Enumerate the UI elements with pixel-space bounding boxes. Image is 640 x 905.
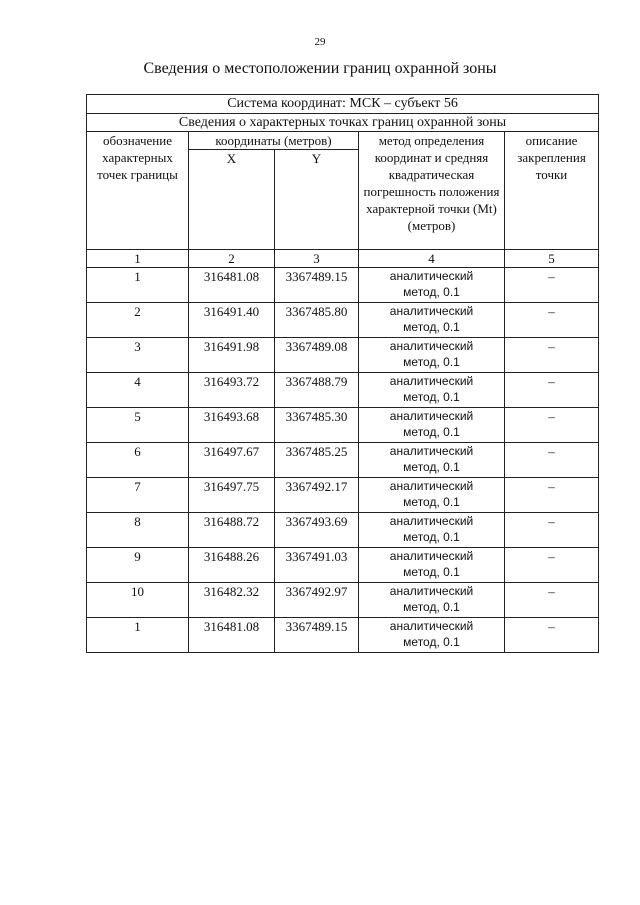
x-cell: 316497.75 <box>189 478 275 513</box>
y-cell: 3367489.15 <box>275 268 359 303</box>
coordinates-table <box>86 94 599 653</box>
method-cell <box>359 338 505 373</box>
x-cell: 316481.08 <box>189 268 275 303</box>
y-cell: 3367492.97 <box>275 583 359 618</box>
x-cell: 316497.67 <box>189 443 275 478</box>
method-accuracy: метод, 0.1 <box>403 425 460 439</box>
method-line: аналитический <box>389 619 474 633</box>
point-cell: 10 <box>87 583 189 618</box>
point-cell: 3 <box>87 338 189 373</box>
y-cell: 3367491.03 <box>275 548 359 583</box>
table-row <box>87 373 599 408</box>
x-cell: 316482.32 <box>189 583 275 618</box>
coordinate-system-label: Система координат: МСК – субъект 56 <box>87 95 599 114</box>
point-cell: 6 <box>87 443 189 478</box>
method-accuracy: метод, 0.1 <box>403 320 460 334</box>
method-accuracy: метод, 0.1 <box>403 565 460 579</box>
y-cell: 3367485.25 <box>275 443 359 478</box>
method-line: аналитический <box>389 339 474 353</box>
method-line: аналитический <box>389 514 474 528</box>
table-row <box>87 268 599 303</box>
table-row <box>87 583 599 618</box>
point-cell: 5 <box>87 408 189 443</box>
method-accuracy: метод, 0.1 <box>403 285 460 299</box>
method-cell <box>359 513 505 548</box>
method-line: аналитический <box>389 269 474 283</box>
method-line: аналитический <box>389 549 474 563</box>
section-heading-row <box>87 114 599 132</box>
description-cell: – <box>505 373 599 408</box>
y-cell: 3367489.08 <box>275 338 359 373</box>
x-cell: 316488.26 <box>189 548 275 583</box>
column-number-row <box>87 250 599 268</box>
section-heading: Сведения о характерных точках границ охранной зоны <box>87 114 599 132</box>
point-cell: 7 <box>87 478 189 513</box>
method-cell <box>359 618 505 653</box>
description-cell: – <box>505 443 599 478</box>
column-number: 4 <box>359 250 505 268</box>
page-number: 29 <box>314 36 326 48</box>
column-number: 5 <box>505 250 599 268</box>
document-title: Сведения о местоположении границ охранной зоны <box>143 60 497 77</box>
column-number: 2 <box>189 250 275 268</box>
method-accuracy: метод, 0.1 <box>403 495 460 509</box>
header-designation: обозначение характерных точек границы <box>87 132 189 250</box>
method-line: аналитический <box>389 409 474 423</box>
point-cell: 2 <box>87 303 189 338</box>
method-accuracy: метод, 0.1 <box>403 355 460 369</box>
header-y: Y <box>275 150 359 250</box>
method-cell <box>359 303 505 338</box>
method-accuracy: метод, 0.1 <box>403 600 460 614</box>
table-row <box>87 618 599 653</box>
description-cell: – <box>505 513 599 548</box>
table-row <box>87 443 599 478</box>
header-method: метод определения координат и средняя квадратическая погрешность положения характерной точки (Mt) (метров) <box>359 132 505 250</box>
method-cell <box>359 408 505 443</box>
x-cell: 316491.98 <box>189 338 275 373</box>
method-cell <box>359 478 505 513</box>
method-accuracy: метод, 0.1 <box>403 460 460 474</box>
coordinate-system-row <box>87 95 599 114</box>
header-coordinates: координаты (метров) <box>189 132 359 150</box>
method-line: аналитический <box>389 304 474 318</box>
method-cell <box>359 373 505 408</box>
point-cell: 4 <box>87 373 189 408</box>
method-line: аналитический <box>389 584 474 598</box>
y-cell: 3367485.80 <box>275 303 359 338</box>
description-cell: – <box>505 338 599 373</box>
point-cell: 9 <box>87 548 189 583</box>
point-cell: 8 <box>87 513 189 548</box>
header-x: X <box>189 150 275 250</box>
point-cell: 1 <box>87 618 189 653</box>
x-cell: 316493.72 <box>189 373 275 408</box>
method-accuracy: метод, 0.1 <box>403 530 460 544</box>
table-row <box>87 408 599 443</box>
table-row <box>87 548 599 583</box>
method-accuracy: метод, 0.1 <box>403 390 460 404</box>
point-cell: 1 <box>87 268 189 303</box>
method-line: аналитический <box>389 444 474 458</box>
header-description: описание закрепления точки <box>505 132 599 250</box>
header-row <box>87 132 599 150</box>
table-row <box>87 513 599 548</box>
y-cell: 3367488.79 <box>275 373 359 408</box>
method-cell <box>359 443 505 478</box>
y-cell: 3367489.15 <box>275 618 359 653</box>
table-body <box>87 268 599 653</box>
method-line: аналитический <box>389 479 474 493</box>
method-accuracy: метод, 0.1 <box>403 635 460 649</box>
description-cell: – <box>505 548 599 583</box>
description-cell: – <box>505 618 599 653</box>
description-cell: – <box>505 303 599 338</box>
method-cell <box>359 548 505 583</box>
description-cell: – <box>505 583 599 618</box>
y-cell: 3367485.30 <box>275 408 359 443</box>
method-cell <box>359 268 505 303</box>
x-cell: 316488.72 <box>189 513 275 548</box>
method-cell <box>359 583 505 618</box>
table-row <box>87 338 599 373</box>
method-line: аналитический <box>389 374 474 388</box>
x-cell: 316481.08 <box>189 618 275 653</box>
table-row <box>87 478 599 513</box>
y-cell: 3367493.69 <box>275 513 359 548</box>
x-cell: 316491.40 <box>189 303 275 338</box>
x-cell: 316493.68 <box>189 408 275 443</box>
column-number: 3 <box>275 250 359 268</box>
y-cell: 3367492.17 <box>275 478 359 513</box>
description-cell: – <box>505 408 599 443</box>
description-cell: – <box>505 478 599 513</box>
table-row <box>87 303 599 338</box>
description-cell: – <box>505 268 599 303</box>
column-number: 1 <box>87 250 189 268</box>
